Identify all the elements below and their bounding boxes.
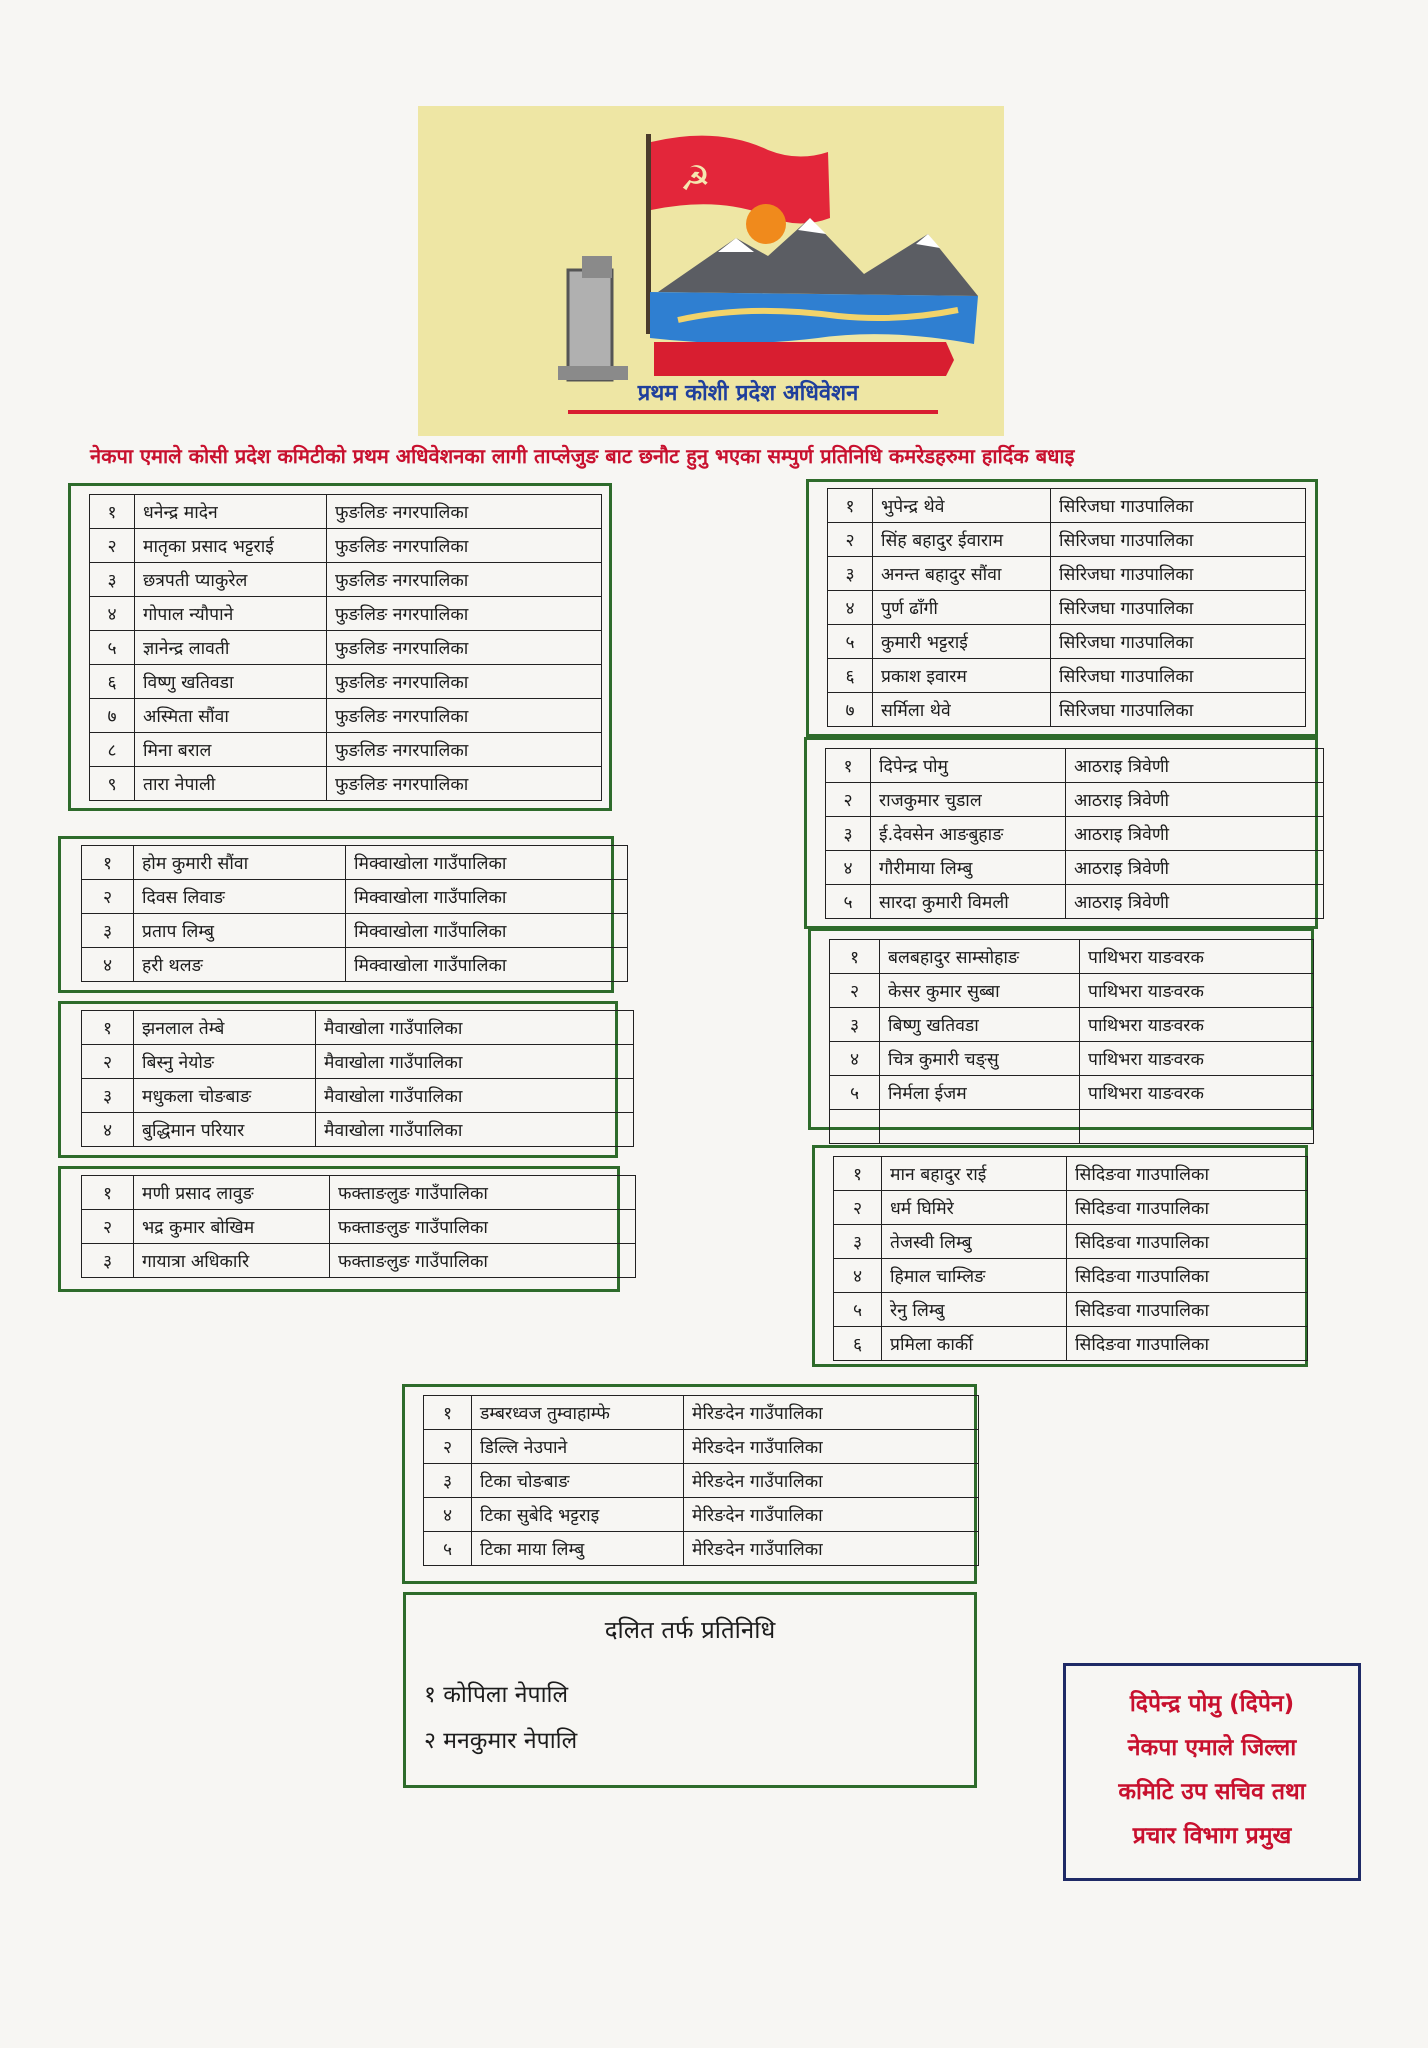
- serial-number: २: [82, 1045, 134, 1079]
- municipality: सिदिङवा गाउपालिका: [1067, 1191, 1308, 1225]
- table-row: [830, 1008, 1314, 1042]
- table-row: [830, 940, 1314, 974]
- table-row: [830, 1076, 1314, 1110]
- municipality: सिरिजघा गाउपालिका: [1051, 659, 1306, 693]
- members-table: [827, 488, 1306, 727]
- table-phaktanglung: [58, 1166, 620, 1292]
- member-name: धनेन्द्र मादेन: [135, 495, 327, 529]
- table-row: [834, 1157, 1308, 1191]
- member-name: चित्र कुमारी चङ्सु: [880, 1042, 1080, 1076]
- signature-line: कमिटि उप सचिव तथा: [1118, 1779, 1306, 1805]
- municipality: फक्ताङलुङ गाउँपालिका: [330, 1176, 636, 1210]
- table-row: [82, 1011, 634, 1045]
- table-row: [424, 1498, 979, 1532]
- logo-graphic: [418, 106, 1004, 436]
- serial-number: २: [82, 880, 134, 914]
- members-table: [833, 1156, 1308, 1361]
- table-row: [830, 1110, 1314, 1144]
- member-name: दिवस लिवाङ: [134, 880, 346, 914]
- dalit-item: २ मनकुमार नेपालि: [424, 1728, 578, 1754]
- signature-line: प्रचार विभाग प्रमुख: [1132, 1823, 1292, 1849]
- table-row: [90, 733, 602, 767]
- serial-number: ३: [90, 563, 135, 597]
- municipality: फक्ताङलुङ गाउँपालिका: [330, 1244, 636, 1278]
- table-row: [90, 563, 602, 597]
- table-row: [828, 693, 1306, 727]
- serial-number: १: [90, 495, 135, 529]
- members-table: [81, 845, 628, 982]
- table-row: [90, 529, 602, 563]
- table-row: [828, 489, 1306, 523]
- member-name: रेनु लिम्बु: [882, 1293, 1067, 1327]
- serial-number: २: [834, 1191, 882, 1225]
- table-mikwakhola: [58, 836, 614, 993]
- municipality: फुङलिङ नगरपालिका: [327, 563, 602, 597]
- municipality: मेरिङदेन गाउँपालिका: [684, 1532, 979, 1566]
- municipality: पाथिभरा याङवरक: [1080, 1008, 1314, 1042]
- municipality: आठराइ त्रिवेणी: [1066, 783, 1324, 817]
- table-row: [82, 948, 628, 982]
- municipality: मैवाखोला गाउँपालिका: [316, 1045, 634, 1079]
- municipality: मेरिङदेन गाउँपालिका: [684, 1430, 979, 1464]
- municipality: फुङलिङ नगरपालिका: [327, 733, 602, 767]
- municipality: सिदिङवा गाउपालिका: [1067, 1225, 1308, 1259]
- members-table: [829, 939, 1314, 1144]
- member-name: छत्रपती प्याकुरेल: [135, 563, 327, 597]
- member-name: धर्म घिमिरे: [882, 1191, 1067, 1225]
- table-row: [90, 665, 602, 699]
- serial-number: ४: [82, 1113, 134, 1147]
- member-name: बलबहादुर साम्सोहाङ: [880, 940, 1080, 974]
- serial-number: २: [830, 974, 880, 1008]
- table-row: [834, 1327, 1308, 1361]
- municipality: फक्ताङलुङ गाउँपालिका: [330, 1210, 636, 1244]
- municipality: फुङलिङ नगरपालिका: [327, 495, 602, 529]
- municipality: फुङलिङ नगरपालिका: [327, 699, 602, 733]
- table-row: [90, 495, 602, 529]
- table-row: [826, 817, 1324, 851]
- member-name: मधुकला चोङबाङ: [134, 1079, 316, 1113]
- municipality: सिरिजघा गाउपालिका: [1051, 489, 1306, 523]
- serial-number: १: [830, 940, 880, 974]
- municipality: पाथिभरा याङवरक: [1080, 1076, 1314, 1110]
- serial-number: १: [834, 1157, 882, 1191]
- municipality: फुङलिङ नगरपालिका: [327, 767, 602, 801]
- table-row: [82, 1113, 634, 1147]
- table-row: [828, 659, 1306, 693]
- serial-number: ४: [828, 591, 873, 625]
- municipality: सिरिजघा गाउपालिका: [1051, 693, 1306, 727]
- member-name: तारा नेपाली: [135, 767, 327, 801]
- serial-number: ३: [830, 1008, 880, 1042]
- serial-number: ५: [90, 631, 135, 665]
- serial-number: ४: [82, 948, 134, 982]
- serial-number: ९: [90, 767, 135, 801]
- serial-number: ३: [826, 817, 871, 851]
- municipality: मिक्वाखोला गाउँपालिका: [346, 948, 628, 982]
- serial-number: ४: [830, 1042, 880, 1076]
- municipality: फुङलिङ नगरपालिका: [327, 597, 602, 631]
- serial-number: ५: [828, 625, 873, 659]
- table-row: [82, 1045, 634, 1079]
- serial-number: ५: [826, 885, 871, 919]
- member-name: बुद्धिमान परियार: [134, 1113, 316, 1147]
- table-row: [830, 974, 1314, 1008]
- municipality: सिदिङवा गाउपालिका: [1067, 1327, 1308, 1361]
- member-name: टिका माया लिम्बु: [472, 1532, 684, 1566]
- table-row: [82, 1244, 636, 1278]
- members-table: [423, 1395, 979, 1566]
- member-name: सिंह बहादुर ईवाराम: [873, 523, 1051, 557]
- serial-number: ३: [834, 1225, 882, 1259]
- municipality: आठराइ त्रिवेणी: [1066, 749, 1324, 783]
- member-name: [880, 1110, 1080, 1144]
- serial-number: १: [826, 749, 871, 783]
- table-aathrai-triveni: [804, 737, 1318, 929]
- serial-number: १: [424, 1396, 472, 1430]
- dalit-title: दलित तर्फ प्रतिनिधि: [604, 1616, 776, 1644]
- member-name: अनन्त बहादुर सौंवा: [873, 557, 1051, 591]
- member-name: कुमारी भट्टराई: [873, 625, 1051, 659]
- table-row: [834, 1259, 1308, 1293]
- municipality: मेरिङदेन गाउँपालिका: [684, 1464, 979, 1498]
- member-name: तेजस्वी लिम्बु: [882, 1225, 1067, 1259]
- table-meringden: [402, 1384, 977, 1584]
- serial-number: ५: [830, 1076, 880, 1110]
- serial-number: १: [82, 846, 134, 880]
- table-row: [424, 1464, 979, 1498]
- serial-number: ७: [828, 693, 873, 727]
- member-name: राजकुमार चुडाल: [871, 783, 1066, 817]
- member-name: डिल्लि नेउपाने: [472, 1430, 684, 1464]
- headline: नेकपा एमाले कोसी प्रदेश कमिटीको प्रथम अधिवेशनका लागी ताप्लेजुङ बाट छनौट हुनु भएका सम्पुर्ण प्रतिनिधि कमरेडहरुमा हार्दिक बधाइ: [90, 444, 1075, 468]
- municipality: मेरिङदेन गाउँपालिका: [684, 1396, 979, 1430]
- serial-number: ४: [424, 1498, 472, 1532]
- municipality: फुङलिङ नगरपालिका: [327, 529, 602, 563]
- serial-number: ६: [834, 1327, 882, 1361]
- table-row: [826, 783, 1324, 817]
- member-name: बिष्णु खतिवडा: [880, 1008, 1080, 1042]
- table-row: [828, 557, 1306, 591]
- table-row: [826, 851, 1324, 885]
- serial-number: ३: [424, 1464, 472, 1498]
- member-name: ज्ञानेन्द्र लावती: [135, 631, 327, 665]
- municipality: आठराइ त्रिवेणी: [1066, 851, 1324, 885]
- serial-number: २: [828, 523, 873, 557]
- members-table: [825, 748, 1324, 919]
- member-name: निर्मला ईजम: [880, 1076, 1080, 1110]
- serial-number: ३: [82, 914, 134, 948]
- table-row: [90, 631, 602, 665]
- municipality: मिक्वाखोला गाउँपालिका: [346, 914, 628, 948]
- serial-number: ४: [90, 597, 135, 631]
- serial-number: ४: [826, 851, 871, 885]
- member-name: होम कुमारी सौंवा: [134, 846, 346, 880]
- municipality: मिक्वाखोला गाउँपालिका: [346, 846, 628, 880]
- member-name: गोपाल न्यौपाने: [135, 597, 327, 631]
- table-row: [424, 1430, 979, 1464]
- table-row: [82, 1176, 636, 1210]
- table-row: [828, 591, 1306, 625]
- table-row: [82, 1079, 634, 1113]
- members-table: [81, 1175, 636, 1278]
- svg-text:☭: ☭: [680, 159, 711, 199]
- serial-number: [830, 1110, 880, 1144]
- serial-number: २: [826, 783, 871, 817]
- member-name: दिपेन्द्र पोमु: [871, 749, 1066, 783]
- table-row: [834, 1293, 1308, 1327]
- member-name: केसर कुमार सुब्बा: [880, 974, 1080, 1008]
- serial-number: ५: [424, 1532, 472, 1566]
- member-name: भुपेन्द्र थेवे: [873, 489, 1051, 523]
- municipality: पाथिभरा याङवरक: [1080, 974, 1314, 1008]
- member-name: प्रताप लिम्बु: [134, 914, 346, 948]
- municipality: मिक्वाखोला गाउँपालिका: [346, 880, 628, 914]
- serial-number: १: [828, 489, 873, 523]
- table-row: [90, 597, 602, 631]
- member-name: अस्मिता सौंवा: [135, 699, 327, 733]
- member-name: गायात्रा अधिकारि: [134, 1244, 330, 1278]
- table-row: [828, 523, 1306, 557]
- member-name: मणी प्रसाद लावुङ: [134, 1176, 330, 1210]
- signature-box: [1063, 1663, 1361, 1881]
- table-row: [834, 1225, 1308, 1259]
- municipality: मैवाखोला गाउँपालिका: [316, 1113, 634, 1147]
- table-row: [834, 1191, 1308, 1225]
- table-row: [82, 880, 628, 914]
- municipality: सिदिङवा गाउपालिका: [1067, 1293, 1308, 1327]
- municipality: फुङलिङ नगरपालिका: [327, 631, 602, 665]
- municipality: मैवाखोला गाउँपालिका: [316, 1011, 634, 1045]
- table-fungling: [68, 483, 612, 811]
- table-row: [828, 625, 1306, 659]
- municipality: आठराइ त्रिवेणी: [1066, 885, 1324, 919]
- municipality: पाथिभरा याङवरक: [1080, 940, 1314, 974]
- members-table: [89, 494, 602, 801]
- member-name: गौरीमाया लिम्बु: [871, 851, 1066, 885]
- member-name: विष्णु खतिवडा: [135, 665, 327, 699]
- serial-number: ३: [82, 1079, 134, 1113]
- member-name: डम्बरध्वज तुम्वाहाम्फे: [472, 1396, 684, 1430]
- serial-number: २: [82, 1210, 134, 1244]
- serial-number: ७: [90, 699, 135, 733]
- table-row: [826, 749, 1324, 783]
- serial-number: ६: [90, 665, 135, 699]
- municipality: सिरिजघा गाउपालिका: [1051, 591, 1306, 625]
- member-name: टिका सुबेदि भट्टराइ: [472, 1498, 684, 1532]
- municipality: सिदिङवा गाउपालिका: [1067, 1157, 1308, 1191]
- member-name: भद्र कुमार बोखिम: [134, 1210, 330, 1244]
- table-row: [826, 885, 1324, 919]
- table-row: [90, 767, 602, 801]
- municipality: फुङलिङ नगरपालिका: [327, 665, 602, 699]
- table-sirijangha: [806, 479, 1318, 737]
- member-name: हिमाल चाम्लिङ: [882, 1259, 1067, 1293]
- member-name: सर्मिला थेवे: [873, 693, 1051, 727]
- member-name: टिका चोङबाङ: [472, 1464, 684, 1498]
- serial-number: ८: [90, 733, 135, 767]
- municipality: आठराइ त्रिवेणी: [1066, 817, 1324, 851]
- member-name: प्रमिला कार्की: [882, 1327, 1067, 1361]
- table-row: [830, 1042, 1314, 1076]
- serial-number: १: [82, 1011, 134, 1045]
- table-sidingwa: [812, 1145, 1308, 1367]
- municipality: सिदिङवा गाउपालिका: [1067, 1259, 1308, 1293]
- member-name: मातृका प्रसाद भट्टराई: [135, 529, 327, 563]
- member-name: मिना बराल: [135, 733, 327, 767]
- table-row: [82, 914, 628, 948]
- serial-number: २: [424, 1430, 472, 1464]
- serial-number: ६: [828, 659, 873, 693]
- signature-line: नेकपा एमाले जिल्ला: [1127, 1735, 1297, 1761]
- dalit-representatives-box: [403, 1592, 977, 1788]
- table-row: [424, 1532, 979, 1566]
- serial-number: २: [90, 529, 135, 563]
- municipality: मेरिङदेन गाउँपालिका: [684, 1498, 979, 1532]
- member-name: बिस्नु नेयोङ: [134, 1045, 316, 1079]
- table-row: [90, 699, 602, 733]
- serial-number: ३: [828, 557, 873, 591]
- dalit-item: १ कोपिला नेपालि: [424, 1682, 569, 1708]
- convention-logo: [418, 106, 1004, 436]
- serial-number: ३: [82, 1244, 134, 1278]
- signature-line: दिपेन्द्र पोमु (दिपेन): [1129, 1691, 1295, 1717]
- municipality: सिरिजघा गाउपालिका: [1051, 523, 1306, 557]
- table-row: [424, 1396, 979, 1430]
- member-name: सारदा कुमारी विमली: [871, 885, 1066, 919]
- member-name: झनलाल तेम्बे: [134, 1011, 316, 1045]
- table-row: [82, 846, 628, 880]
- member-name: हरी थलङ: [134, 948, 346, 982]
- municipality: [1080, 1110, 1314, 1144]
- municipality: सिरिजघा गाउपालिका: [1051, 557, 1306, 591]
- member-name: प्रकाश इवारम: [873, 659, 1051, 693]
- logo-caption: प्रथम कोशी प्रदेश अधिवेशन: [637, 381, 859, 406]
- member-name: पुर्ण ढाँगी: [873, 591, 1051, 625]
- municipality: मैवाखोला गाउँपालिका: [316, 1079, 634, 1113]
- serial-number: ५: [834, 1293, 882, 1327]
- municipality: सिरिजघा गाउपालिका: [1051, 625, 1306, 659]
- table-row: [82, 1210, 636, 1244]
- member-name: मान बहादुर राई: [882, 1157, 1067, 1191]
- table-pathibhara-yangwarak: [808, 928, 1314, 1130]
- table-maiwakhola: [58, 1001, 618, 1158]
- serial-number: १: [82, 1176, 134, 1210]
- members-table: [81, 1010, 634, 1147]
- member-name: ई.देवसेन आङबुहाङ: [871, 817, 1066, 851]
- serial-number: ४: [834, 1259, 882, 1293]
- municipality: पाथिभरा याङवरक: [1080, 1042, 1314, 1076]
